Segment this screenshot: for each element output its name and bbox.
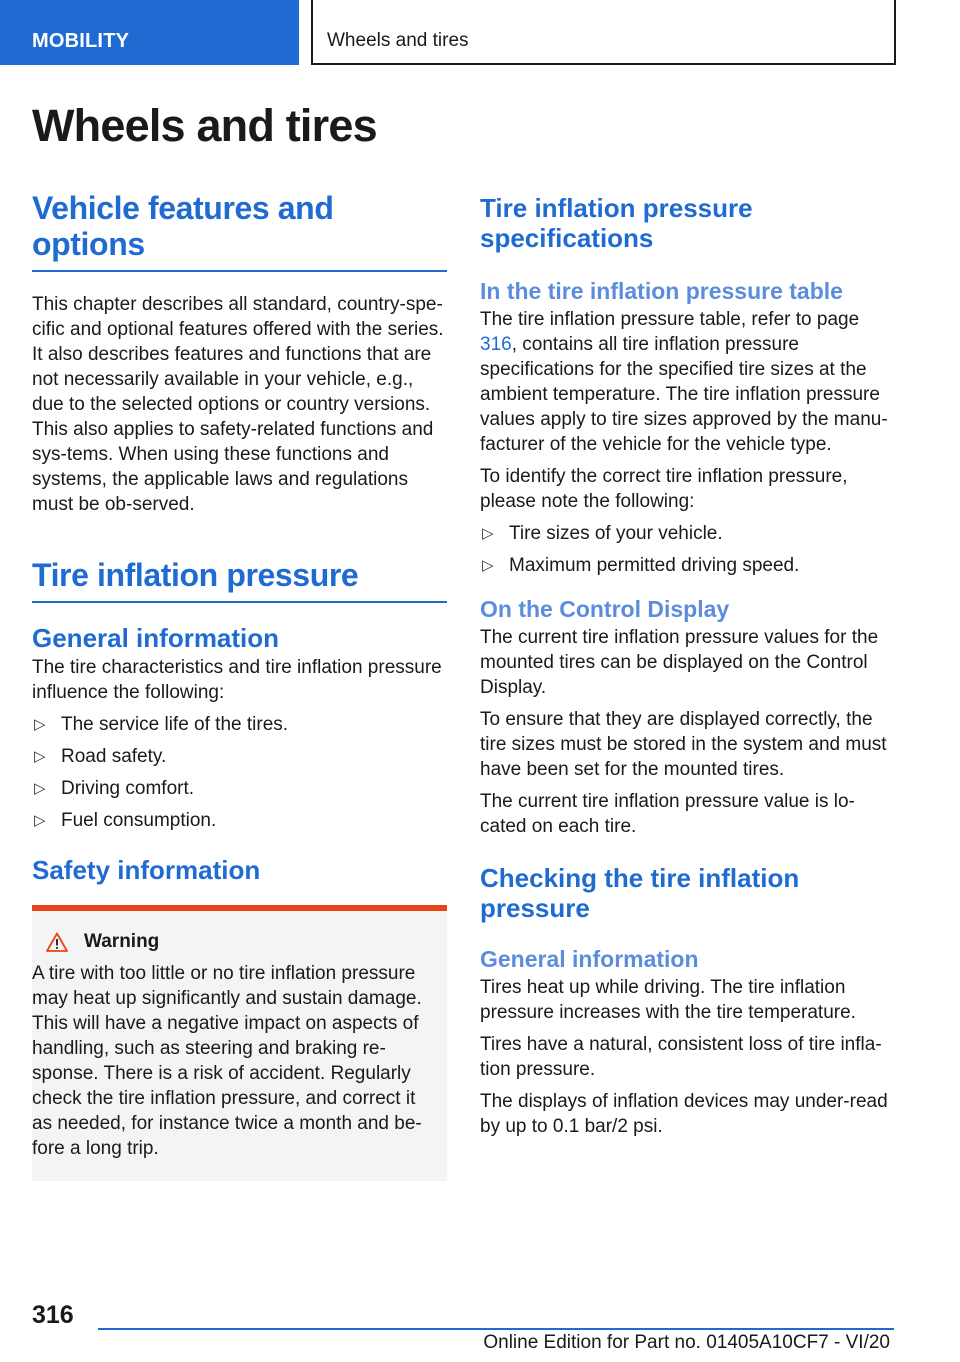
list-item: ▷ The service life of the tires. bbox=[34, 714, 289, 735]
warning-text: A tire with too little or no tire inflation pressure may heat up significantly and sustain damage. This will have a negative impact on aspects of handling, such as steering and braking re-sponse. There is a risk of accident. Regularly check the tire inflation pressure, and correct it as needed, for instance twice a month and be-fore a long trip. bbox=[32, 963, 422, 1159]
right-column bbox=[480, 193, 895, 1139]
list-item: ▷ Fuel consumption. bbox=[34, 810, 217, 831]
warning-title: Warning bbox=[84, 931, 160, 952]
triangle-bullet-icon: ▷ bbox=[482, 557, 494, 574]
control-display-text-1: The current tire inflation pressure values for the mounted tires can be displayed on the Control Display. bbox=[480, 627, 879, 698]
general-info-text: The tire characteristics and tire inflation pressure influence the following: bbox=[32, 657, 442, 703]
control-display-text-3: The current tire inflation pressure value is lo-cated on each tire. bbox=[480, 791, 855, 837]
page-316-link[interactable]: 316 bbox=[480, 334, 512, 355]
page-number: 316 bbox=[32, 1301, 74, 1329]
vehicle-features-text: This chapter describes all standard, country-spe-cific and optional features offered with the series. It also describes features and functions that are not necessarily available in your vehicle, e.g., due to the selected options or country versions. This also applies to safety-related functions and sys-tems. When using these functions and systems, the applicable laws and regulations must be ob-served. bbox=[32, 294, 444, 515]
tire-pressure-heading: Tire inflation pressure bbox=[32, 557, 447, 603]
triangle-bullet-icon: ▷ bbox=[34, 812, 46, 829]
control-display-heading: On the Control Display bbox=[480, 596, 730, 622]
header-section-tab bbox=[0, 0, 299, 65]
left-column bbox=[32, 190, 447, 1181]
safety-info-heading: Safety information bbox=[32, 855, 261, 885]
list-item: ▷ Road safety. bbox=[34, 746, 167, 767]
general-info-heading: General information bbox=[32, 623, 280, 653]
header-section-label: MOBILITY bbox=[32, 30, 130, 52]
identify-list bbox=[480, 521, 895, 578]
checking-text-3: The displays of inflation devices may under-read by up to 0.1 bar/2 psi. bbox=[480, 1091, 888, 1137]
control-display-text-2: To ensure that they are displayed correctly, the tire sizes must be stored in the system and must have been set for the mounted tires. bbox=[480, 709, 887, 780]
footer-divider bbox=[98, 1328, 894, 1330]
header-chapter-label: Wheels and tires bbox=[327, 30, 469, 51]
warning-box bbox=[32, 905, 447, 1181]
page-title: Wheels and tires bbox=[32, 100, 377, 151]
warning-header bbox=[32, 931, 431, 953]
footer-edition: Online Edition for Part no. 01405A10CF7 - VI/20 bbox=[483, 1332, 890, 1353]
checking-text-1: Tires heat up while driving. The tire inflation pressure increases with the tire temperature. bbox=[480, 977, 856, 1023]
checking-general-heading: General information bbox=[480, 946, 699, 972]
checking-text-2: Tires have a natural, consistent loss of tire infla-tion pressure. bbox=[480, 1034, 882, 1080]
triangle-bullet-icon: ▷ bbox=[34, 716, 46, 733]
list-item: ▷ Driving comfort. bbox=[34, 778, 195, 799]
header-chapter-box bbox=[311, 0, 896, 65]
triangle-bullet-icon: ▷ bbox=[482, 525, 494, 542]
table-heading: In the tire inflation pressure table bbox=[480, 278, 843, 304]
table-text: The tire inflation pressure table, refer to page 316, contains all tire inflation pressure specifications for the specified tire sizes at the ambient temperature. The tire inflation pressure values apply to tire sizes approved by the manu-facturer of the vehicle for the vehicle type. bbox=[480, 309, 888, 455]
warning-icon bbox=[46, 932, 68, 952]
list-item: ▷ Tire sizes of your vehicle. bbox=[482, 523, 723, 544]
triangle-bullet-icon: ▷ bbox=[34, 748, 46, 765]
checking-heading: Checking the tire inflation pressure bbox=[480, 863, 800, 923]
vehicle-features-heading: Vehicle features and options bbox=[32, 190, 447, 272]
identify-text: To identify the correct tire inflation pressure, please note the following: bbox=[480, 466, 848, 512]
spec-heading: Tire inflation pressure specifications bbox=[480, 193, 753, 253]
list-item: ▷ Maximum permitted driving speed. bbox=[482, 555, 800, 576]
triangle-bullet-icon: ▷ bbox=[34, 780, 46, 797]
general-info-list bbox=[32, 712, 447, 833]
